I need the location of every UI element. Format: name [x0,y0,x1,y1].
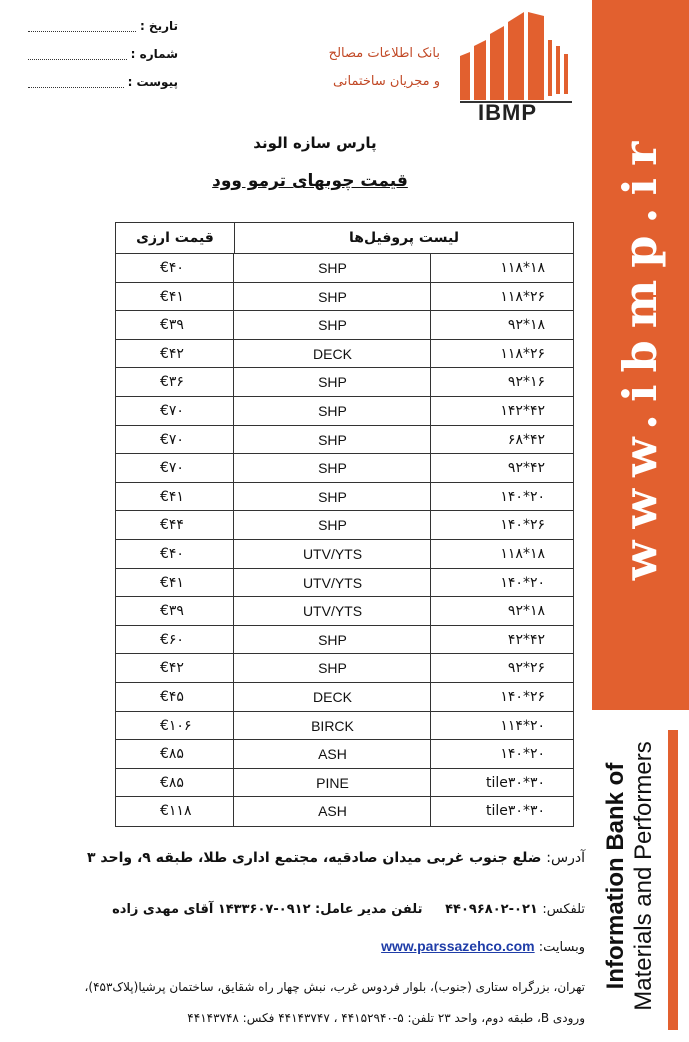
table-row [116,626,573,655]
table-row [116,254,573,283]
info-bank-banner [592,710,689,1042]
price-cell: €۳۶ [116,368,234,396]
type-cell: SHP [235,397,431,425]
size-cell: ۹۲*۱۸ [507,317,545,334]
type-cell: SHP [235,483,431,511]
website-link[interactable]: www.parssazehco.com [381,938,535,954]
type-cell: SHP [235,368,431,396]
table-row [116,740,573,769]
size-cell: ۹۲*۴۲ [507,460,545,477]
price-cell: €۱۱۸ [116,797,234,826]
address-label: آدرس: [546,850,585,866]
price-cell: €۷۰ [116,397,234,425]
info-bank-line-2: Materials and Performers [630,741,657,1011]
type-cell: SHP [235,254,431,282]
price-cell: €۴۴ [116,511,234,539]
table-row [116,654,573,683]
meta-fields [28,12,178,96]
price-cell: €۷۰ [116,454,234,482]
size-cell: ۶۸*۴۲ [507,431,545,448]
size-cell: ۱۴۰*۲۰ [500,488,545,505]
office-address-line-1: تهران، بزرگراه ستاری (جنوب)، بلوار فردوس غرب، نبش چهار راه شقایق، ساختمان پرشیا(پلاک۴۵۳)، [84,980,585,994]
header-price: قیمت ارزی [116,223,235,253]
brand-line-2: و مجریان ساختمانی [333,74,440,89]
sidebar-url [592,0,689,710]
size-cell: ۱۴۲*۴۲ [500,402,545,419]
size-cell: ۴۲*۴۲ [507,631,545,648]
size-cell: ۱۴۰*۲۰ [500,746,545,763]
table-row [116,483,573,512]
size-cell: ۱۴۰*۲۶ [500,517,545,534]
attachment-dotted-line [28,77,124,88]
price-cell: €۳۹ [116,311,234,339]
logo-wordmark: IBMP [478,100,537,125]
table-row [116,797,573,826]
table-row [116,511,573,540]
type-cell: UTV/YTS [235,597,431,625]
price-cell: €۴۲ [116,654,234,682]
size-cell: ۹۲*۱۸ [507,603,545,620]
price-table [115,222,574,827]
type-cell: DECK [235,340,431,368]
price-cell: €۴۵ [116,683,234,711]
sidebar-url-text: www.ibmp.ir [613,129,667,581]
type-cell: BIRCK [235,712,431,740]
size-cell: ۱۱۸*۲۶ [500,345,545,362]
type-cell: ASH [235,740,431,768]
table-row [116,368,573,397]
price-cell: €۸۵ [116,740,234,768]
number-dotted-line [28,49,127,60]
size-cell: tile۳۰*۳۰ [486,774,545,791]
price-cell: €۴۱ [116,483,234,511]
type-cell: UTV/YTS [235,540,431,568]
type-cell: SHP [235,511,431,539]
type-cell: SHP [235,626,431,654]
price-cell: €۴۲ [116,340,234,368]
website-label: وبسایت: [538,940,585,955]
type-cell: PINE [235,769,431,797]
size-cell: ۱۴۰*۲۰ [500,574,545,591]
table-row [116,540,573,569]
type-cell: SHP [235,283,431,311]
type-cell: SHP [235,454,431,482]
table-header [116,223,573,254]
table-row [116,340,573,369]
address-value: ضلع جنوب غربی میدان صادقیه، مجتمع اداری طلا، طبقه ۹، واحد ۳ [86,850,542,866]
date-field [28,12,178,40]
brand-tagline [300,40,440,96]
info-bank-accent-bar [668,730,678,1030]
type-cell: DECK [235,683,431,711]
telefax-label: تلفکس: [542,902,585,917]
number-field [28,40,178,68]
telefax-value: ۰۲۱-۴۴۰۹۶۸۰۲ [445,902,538,917]
website-line [240,938,585,955]
size-cell: ۱۴۰*۲۶ [500,688,545,705]
table-row [116,454,573,483]
price-cell: €۴۱ [116,283,234,311]
phones-line [60,902,585,917]
attachment-field [28,68,178,96]
manager-phone: تلفن مدیر عامل: ۰۹۱۲-۱۴۳۳۶۰۷ آقای مهدی زاده [112,902,423,917]
price-cell: €۴۱ [116,569,234,597]
price-cell: €۱۰۶ [116,712,234,740]
number-label: شماره : [130,47,178,61]
price-cell: €۸۵ [116,769,234,797]
company-name: پارس سازه الوند [253,134,377,152]
price-cell: €۳۹ [116,597,234,625]
address-line [86,850,585,866]
date-dotted-line [28,21,136,32]
attachment-label: پیوست : [127,75,178,89]
type-cell: UTV/YTS [235,569,431,597]
table-row [116,769,573,798]
table-row [116,397,573,426]
brand-line-1: بانک اطلاعات مصالح [328,46,440,61]
price-cell: €۶۰ [116,626,234,654]
size-cell: ۹۲*۲۶ [507,660,545,677]
size-cell: ۱۱۸*۱۸ [500,260,545,276]
price-cell: €۷۰ [116,426,234,454]
page-title: قیمت چوبهای ترمو وود [212,171,408,191]
date-label: تاریخ : [139,19,178,33]
header-profiles: لیست پروفیل‌ها [349,230,459,246]
table-row [116,283,573,312]
table-row [116,426,573,455]
size-cell: ۹۲*۱۶ [507,374,545,391]
price-cell: €۴۰ [116,540,234,568]
size-cell: ۱۱۸*۱۸ [500,545,545,562]
type-cell: SHP [235,426,431,454]
table-row [116,683,573,712]
type-cell: SHP [235,311,431,339]
type-cell: SHP [235,654,431,682]
size-cell: ۱۱۸*۲۶ [500,288,545,305]
table-row [116,597,573,626]
size-cell: tile۳۰*۳۰ [486,803,545,820]
type-cell: ASH [235,797,431,826]
table-row [116,311,573,340]
table-row [116,569,573,598]
price-cell: €۴۰ [116,254,234,282]
info-bank-line-1: Information Bank of [602,762,629,990]
table-row [116,712,573,741]
table-body [116,254,573,826]
office-address-line-2: ورودی B، طبقه دوم، واحد ۲۳ تلفن: ۵-۴۴۱۵۲۹۴۰ ، ۴۴۱۴۳۷۴۷ فکس: ۴۴۱۴۳۷۴۸ [187,1011,585,1025]
size-cell: ۱۱۴*۲۰ [500,717,545,734]
